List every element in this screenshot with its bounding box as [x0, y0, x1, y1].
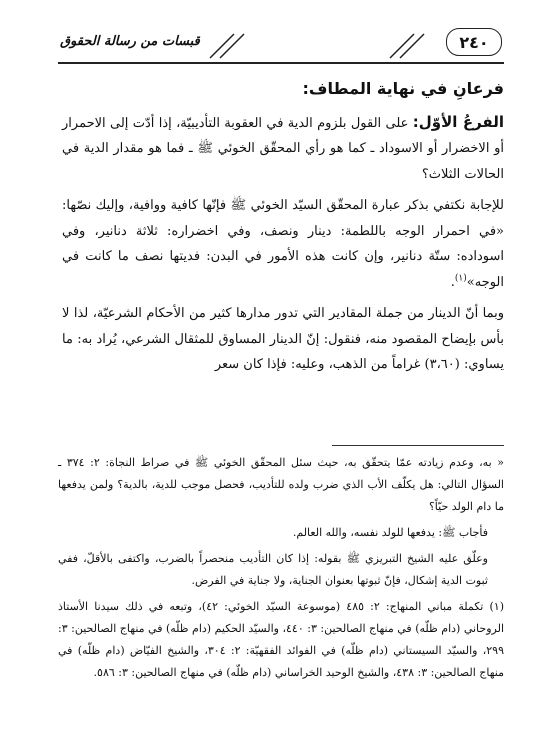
answer-end: . [450, 274, 455, 290]
footnote-answer-line: فأجاب ﷺ: يدفعها للولد نفسه، والله العالم. [292, 526, 488, 539]
footnote-one-text: تكملة مباني المنهاج: ٢: ٤٨٥ (موسوعة السيّد الخوئي: ٤٢)، وتبعه في ذلك سيدنا الأستاذ الروحاني (دام ظلّه) في منهاج الصالحين: ٣: ٤٤٠، والسيّد الحكيم (دام ظلّه) في منهاج الصالحين: ٣: ٢٩٩، والسيّد السيستاني (دام ظلّه) في الفوائد الفقهيّة: ٢: ٣٠٤، والشيخ الفيّاض (دام ظلّه) في منهاج الصالحين: ٣: ٤٣٨، والشيخ الوحيد الخراساني (دام ظلّه) في منهاج الصالحين: ٣: ٥٨٦. [58, 600, 505, 679]
page-number: ٢٤٠ [446, 28, 502, 56]
dinar-paragraph: وبما أنّ الدينار من جملة المقادير التي تدور مدارها كثير من الأحكام الشرعيّة، لذا لا بأس بإيضاح المقصود منه، فنقول: إنّ الدينار المساوق للمثقال الشرعي، يُراد به: ما يساوي: (٣،٦٠) غراماً من الذهب، وعليه: فإذا كان سعر [62, 306, 504, 372]
footnote-one-number: (١) [489, 600, 505, 613]
branch-one-text: على القول بلزوم الدية في العقوبة التأديبيّة، إذا أدّت إلى الاحمرار أو الاخضرار أو الاسوداد ـ كما هو رأي المحقّق الخوئي ﷺ ـ فما هو مقدار الدية في الحالات الثلاث؟ [62, 115, 504, 182]
header-ornament-icon [190, 32, 444, 60]
answer-text: للإجابة نكتفي بذكر عبارة المحقّق السيّد الخوئي ﷺ فإنّها كافية ووافية، وإليك نصّها: «في احمرار الوجه باللطمة: دينار ونصف، وفي اخضراره: ثلاثة دنانير، وفي اسوداده: ستّة دنانير، وإن كانت هذه الأمور في البدن: فديتها نصف ما كانت في الوجه» [62, 198, 504, 290]
running-book-title: قبسات من رسالة الحقوق [60, 34, 200, 49]
answer-paragraph [62, 193, 504, 295]
footnote-marker: (١) [454, 273, 467, 284]
main-text [62, 76, 504, 384]
footnote-one [58, 596, 504, 684]
footnote-commentary: وعلّق عليه الشيخ التبريزي ﷺ بقوله: إذا كان التأديب منحصراً بالضرب، واكتفى بالأقلّ، ففي ثبوت الدية إشكال، فإنّ ثبوتها بعنوان الجناية، ولا جناية في الفرض. [58, 552, 488, 587]
footnote-continued: « به، وعدم زيادته عمّا يتحقّق به، حيث سئل المحقّق الخوئي ﷺ في صراط النجاة: ٢: ٣٧٤ ـ السؤال التالي: هل يكلّف الأب الذي ضرب ولده للتأديب، فحصل موجب للدية، بالدية؟ ولمن يدفعها ما دام الولد حيّاً؟ [58, 456, 504, 513]
section-heading: فرعانِ في نهاية المطاف: [302, 79, 504, 98]
branch-one-label: الفرعُ الأوّل: [412, 112, 504, 131]
page-header [58, 26, 504, 66]
footnote-divider [332, 445, 504, 446]
branch-one-paragraph [62, 110, 504, 188]
footnotes [58, 452, 504, 688]
header-rule [58, 62, 504, 64]
